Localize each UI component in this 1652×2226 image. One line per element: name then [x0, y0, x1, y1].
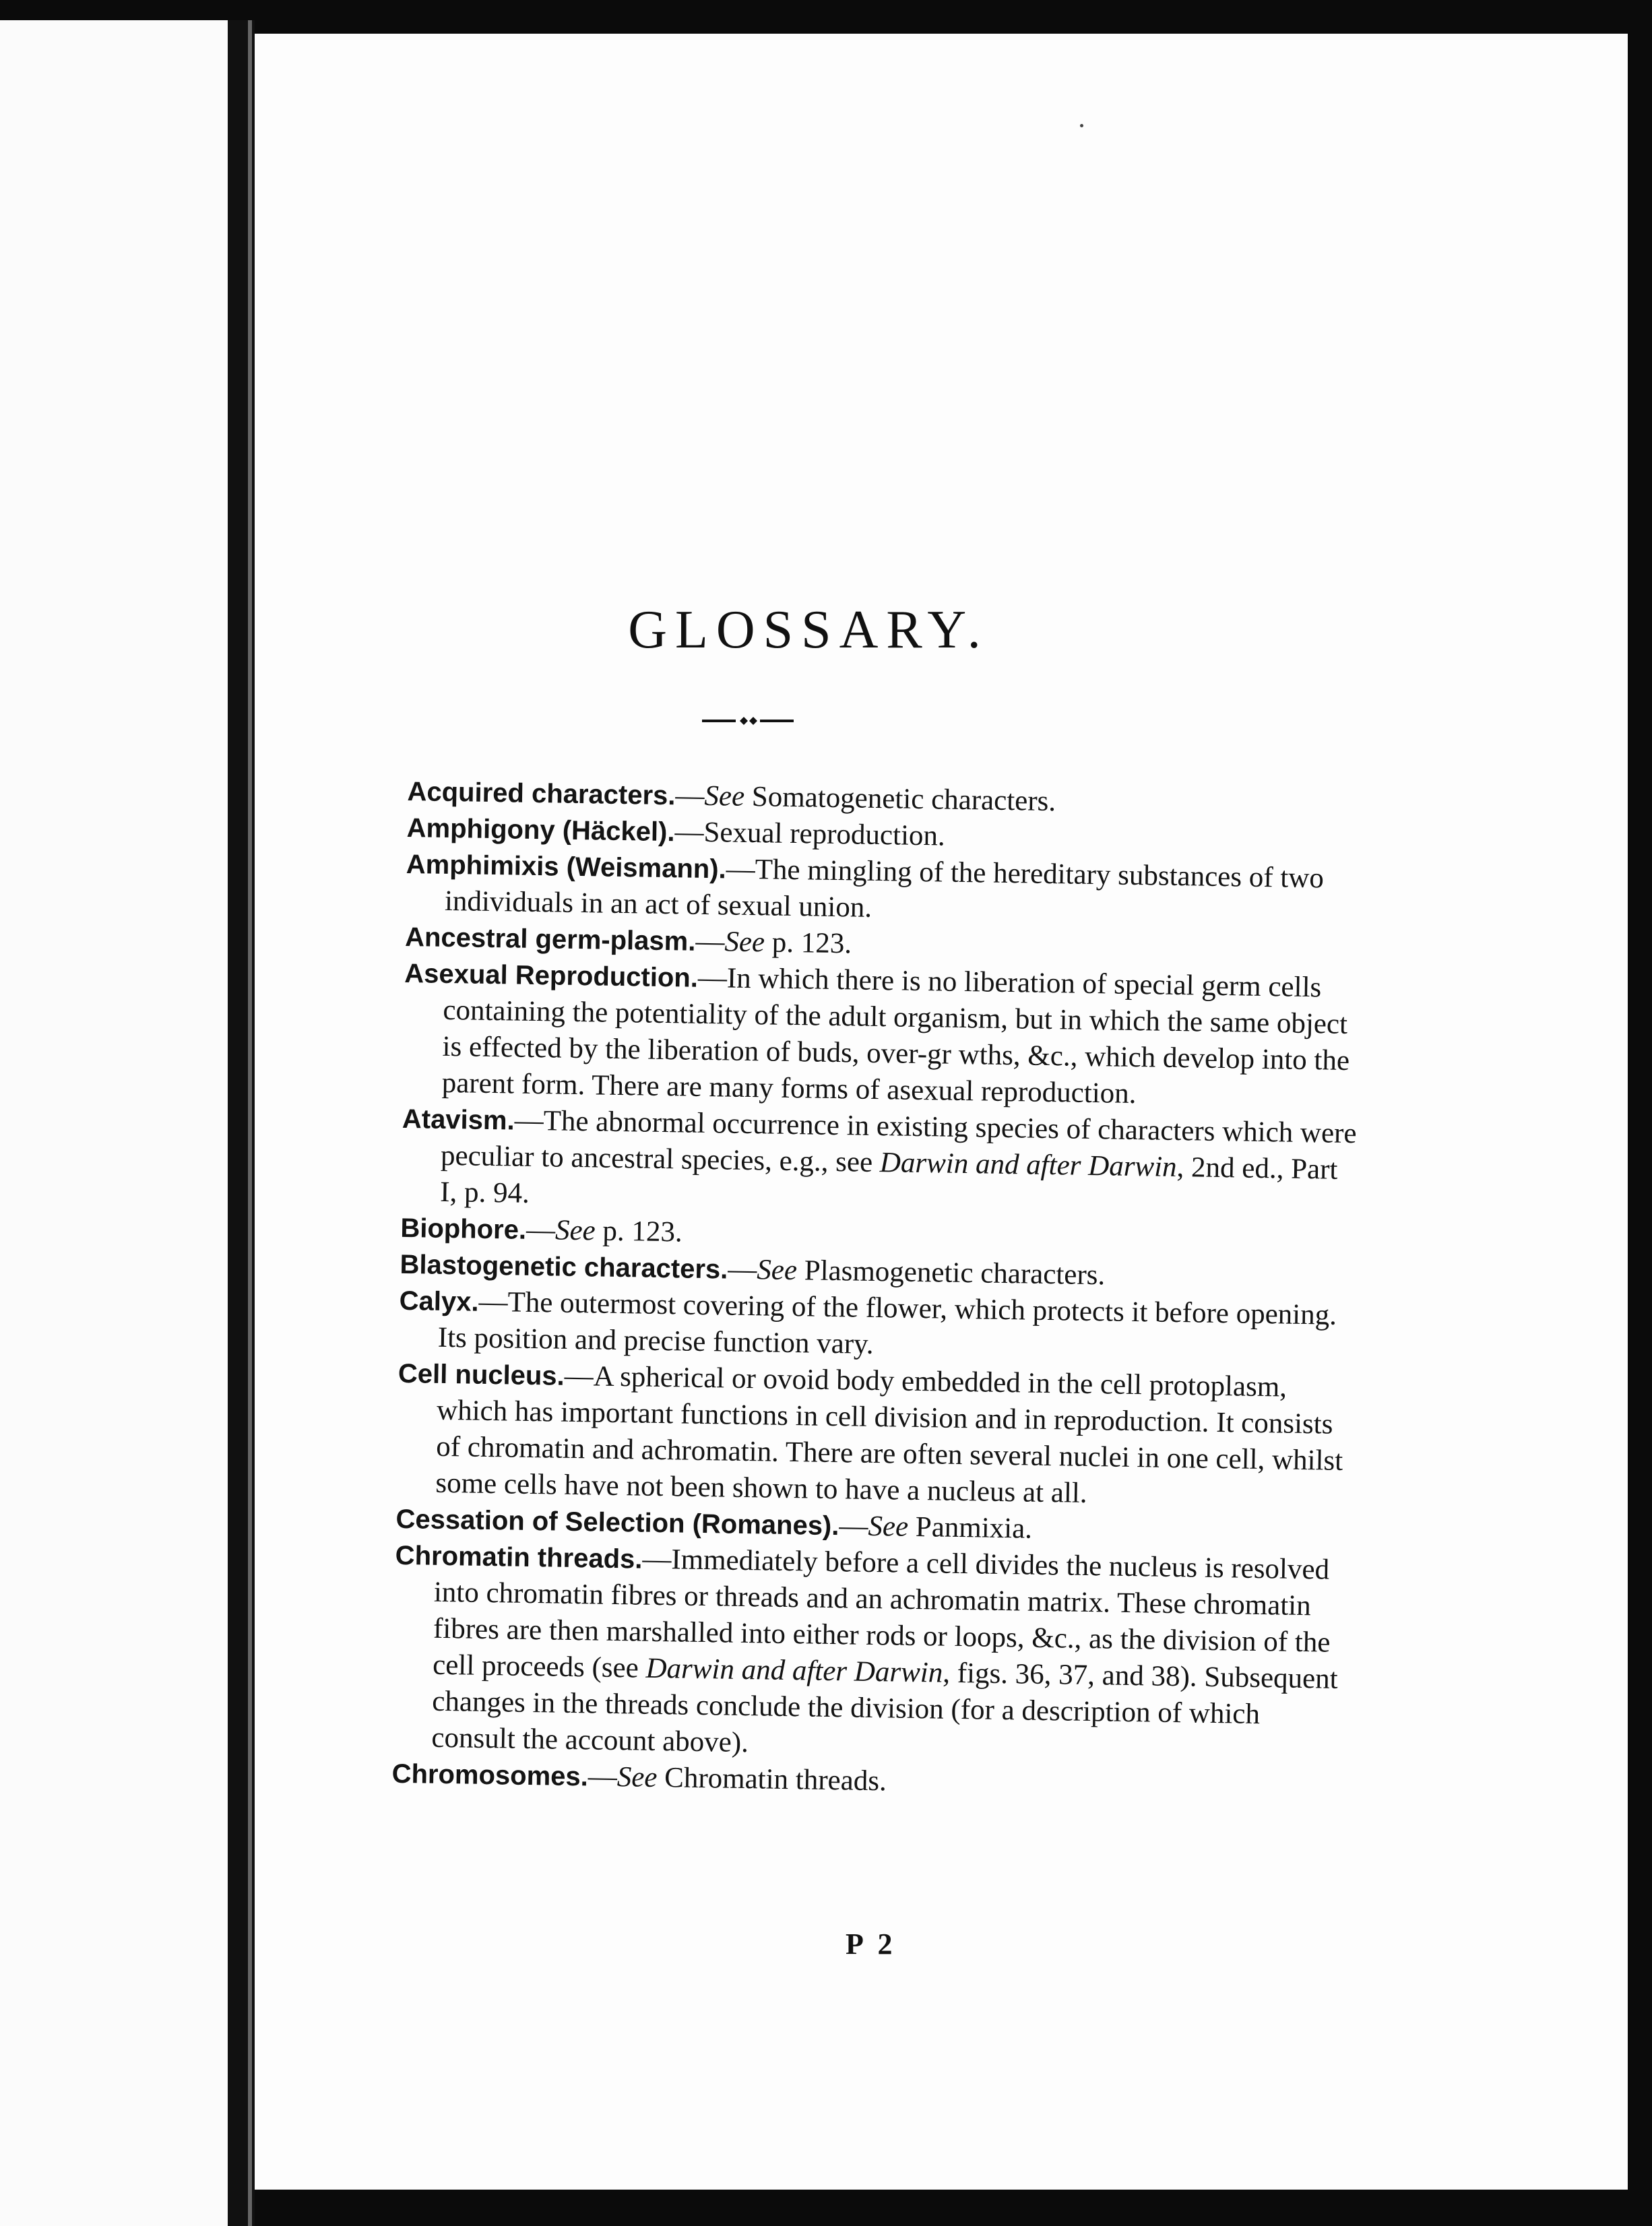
glossary-list [391, 773, 1364, 1807]
entry-term: Ancestral germ-plasm. [404, 922, 696, 957]
entry-dash: — [642, 1543, 672, 1576]
entry-dash: — [514, 1104, 544, 1137]
entry-reference: , 2nd ed., Part I, p. 94. [439, 1151, 1338, 1209]
entry-definition: Somatogenetic characters. [744, 780, 1056, 818]
ornament-rule-icon [701, 707, 795, 734]
entry-term: Cessation of Selection [395, 1504, 685, 1539]
entry-definition: Immediately before a cell divides the nucleus is resolved into chromatin fibres or threads and an achromatin matrix. These chromatin fibres are then marshalled into either rods or loops, &c., as the division of the cell proceeds (see [432, 1544, 1331, 1684]
entry-term: Chromatin threads. [395, 1540, 643, 1575]
entry-authority: (Romanes). [685, 1508, 839, 1541]
entry-term: Amphimixis [406, 849, 559, 882]
entry-see: See [704, 780, 745, 813]
glossary-entry [396, 1356, 1355, 1516]
entry-dash: — [564, 1360, 594, 1393]
entry-term: Blastogenetic characters. [400, 1249, 728, 1285]
entry-dash: — [675, 780, 705, 812]
entry-see: See [868, 1510, 909, 1543]
entry-dash: — [674, 816, 704, 848]
gutter-edge [248, 20, 252, 2226]
entry-definition: The outermost covering of the flower, which protects it before opening. Its position and precise function vary. [437, 1286, 1337, 1360]
entry-dash: — [839, 1510, 868, 1542]
entry-see: See [616, 1761, 658, 1794]
entry-definition: p. 123. [595, 1215, 683, 1248]
glossary-entry [402, 955, 1361, 1116]
entry-dash: — [587, 1760, 618, 1793]
entry-book-title: Darwin and after Darwin [872, 1146, 1178, 1184]
entry-definition: Sexual reproduction. [703, 816, 946, 852]
entry-dash: — [726, 853, 756, 886]
entry-dash: — [526, 1213, 556, 1246]
entry-authority: (Häckel). [554, 815, 675, 848]
entry-see: See [756, 1254, 798, 1287]
entry-term: Chromosomes. [391, 1758, 589, 1792]
entry-authority: (Weismann). [559, 852, 727, 885]
entry-definition: A spherical or ovoid body embedded in the cell protoplasm, which has important functions in cell division and in reproduction. It consists of chromatin and achromatin. There are often several nuclei in one cell, whilst some cells have not been shown to have a nucleus at all. [435, 1360, 1343, 1509]
entry-dash: — [695, 925, 725, 958]
entry-term: Amphigony [406, 813, 556, 846]
entry-see: See [724, 926, 765, 959]
glossary-entry [392, 1537, 1352, 1771]
entry-reference: , figs. 36, 37, and 38). Subsequent changes in the threads conclude the division (for a description of which consult the account above). [431, 1657, 1339, 1759]
entry-book-title: Darwin and after Darwin [638, 1652, 943, 1689]
entry-definition: Panmixia. [908, 1510, 1033, 1545]
facing-page [0, 20, 228, 2226]
entry-dash: — [728, 1253, 757, 1286]
page-title: GLOSSARY. [628, 600, 989, 660]
glossary-entry [401, 1101, 1359, 1225]
entry-definition: p. 123. [764, 926, 852, 960]
entry-term: Asexual Reproduction. [404, 958, 699, 993]
entry-see: See [554, 1214, 596, 1247]
entry-term: Atavism. [402, 1104, 515, 1136]
scan-bottom-border [255, 2190, 1652, 2226]
scan-right-border [1630, 0, 1652, 2226]
signature-mark: P 2 [846, 1928, 897, 1961]
entry-term: Cell nucleus. [398, 1358, 565, 1391]
entry-definition: In which there is no liberation of special germ cells containing the potentiality of the adult organism, but in which the same object is effected by the liberation of buds, over-gr wths, &c., which develop into the parent form. There are many forms of asexual reproduction. [441, 962, 1350, 1110]
entry-definition: The abnormal occurrence in existing species of characters which were peculiar to ancestral species, e.g., see [440, 1105, 1357, 1178]
entry-term: Acquired characters. [407, 776, 676, 811]
entry-term: Biophore. [400, 1213, 527, 1245]
entry-definition: Plasmogenetic characters. [796, 1254, 1106, 1292]
entry-definition: The mingling of the hereditary substances of two individuals in an act of sexual union. [444, 854, 1325, 924]
entry-term: Calyx. [399, 1285, 479, 1317]
entry-dash: — [478, 1285, 508, 1318]
entry-definition: Chromatin threads. [657, 1762, 887, 1798]
paper-speck [1080, 124, 1083, 127]
entry-dash: — [697, 961, 728, 994]
